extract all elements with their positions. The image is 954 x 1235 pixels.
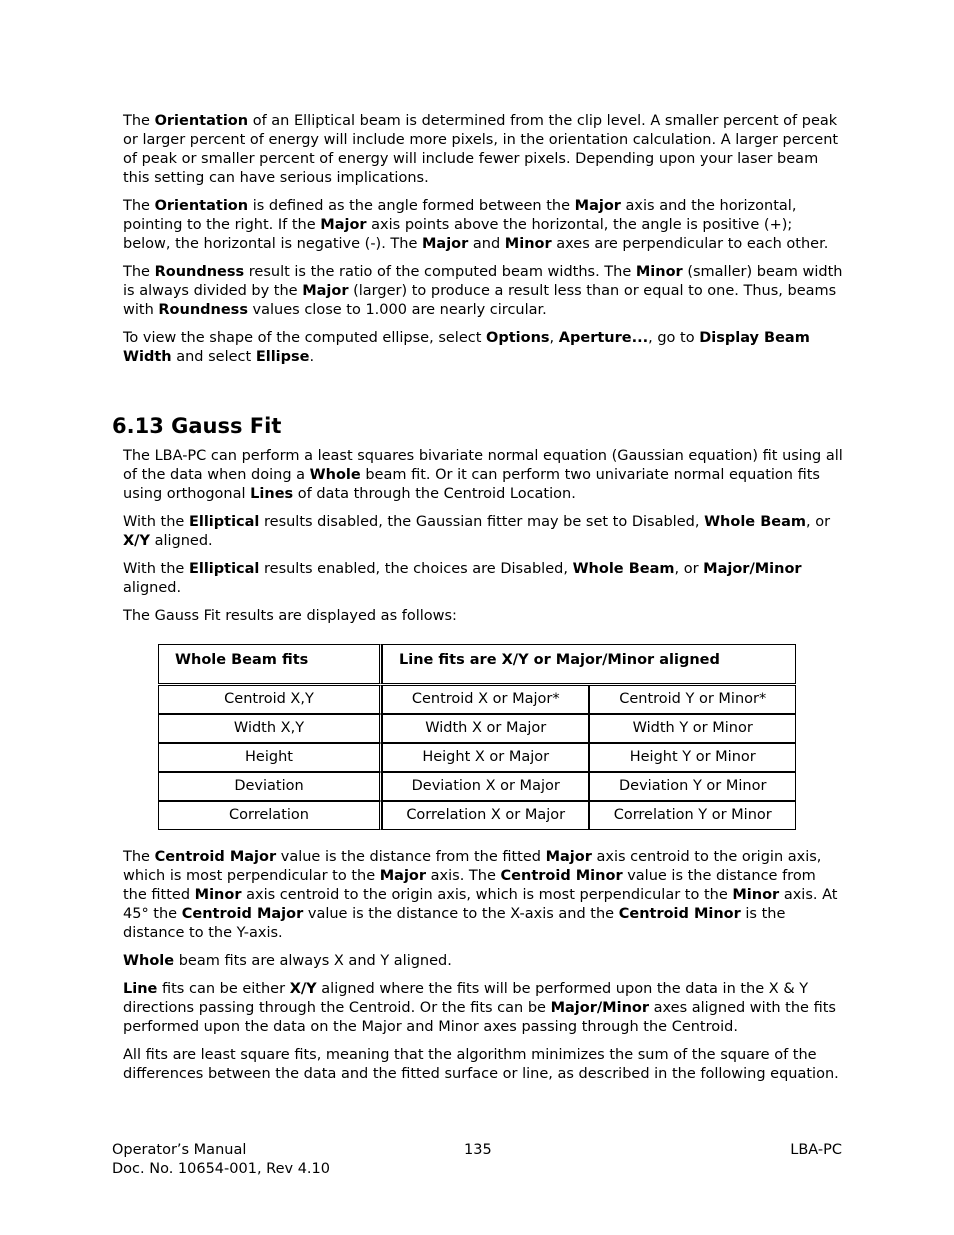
paragraph: With the Elliptical results enabled, the choices are Disabled, Whole Beam, or Major/Minor aligned. (123, 561, 802, 596)
bold-term: Minor (194, 887, 242, 903)
bold-term: X/Y (123, 533, 150, 549)
bold-term: Orientation (154, 198, 249, 214)
bottom-paragraphs (123, 848, 843, 1084)
bold-term: Roundness (158, 302, 248, 318)
table-cell: Deviation X or Major (382, 772, 589, 801)
header-whole-beam: Whole Beam fits (158, 644, 382, 684)
paragraph: The Gauss Fit results are displayed as follows: (123, 608, 457, 624)
table-row (158, 772, 796, 801)
bold-term: X/Y (289, 981, 317, 997)
table-row (158, 801, 796, 830)
paragraph: The LBA-PC can perform a least squares bivariate normal equation (Gaussian equation) fit using all of the data when doing a Whole beam fit. Or it can perform two univariate normal equation fits using orthogonal Lines of data through the Centroid Location. (123, 448, 843, 502)
paragraph: With the Elliptical results disabled, the Gaussian fitter may be set to Disabled, Whole Beam, or X/Y aligned. (123, 514, 831, 549)
bold-term: Centroid Minor (500, 868, 623, 884)
table-cell: Correlation Y or Minor (589, 801, 796, 830)
paragraph: The Orientation is defined as the angle formed between the Major axis and the horizontal, pointing to the right. If the Major axis points above the horizontal, the angle is positive (+); below, the horizontal is negative (-). The Major and Minor axes are perpendicular to each other. (123, 198, 829, 252)
paragraph: The Orientation of an Elliptical beam is determined from the clip level. A smaller percent of peak or larger percent of energy will include more pixels, in the orientation calculation. A larger percent of peak or smaller percent of energy will include fewer pixels. Depending upon your laser beam this setting can have serious implications. (123, 113, 839, 186)
table-cell: Centroid X or Major* (382, 685, 589, 714)
bold-term: Roundness (154, 264, 245, 280)
table-cell: Height Y or Minor (589, 743, 796, 772)
page-number: 135 (464, 1142, 492, 1158)
table-cell: Width X,Y (158, 714, 382, 743)
bold-term: Display Beam Width (123, 330, 810, 365)
bold-term: Elliptical (188, 561, 260, 577)
table-cell: Centroid Y or Minor* (589, 685, 796, 714)
table-cell: Width X or Major (382, 714, 589, 743)
table-cell: Height X or Major (382, 743, 589, 772)
bold-term: Whole (123, 953, 175, 969)
page-content (112, 112, 843, 1093)
footer-product-name: LBA-PC (790, 1142, 842, 1158)
paragraph: The Centroid Major value is the distance from the fitted Major axis centroid to the origin axis, which is most perpendicular to the Major axis. The Centroid Minor value is the distance from the fitted Minor axis centroid to the origin axis, which is most perpendicular to the Minor axis. At 45° the Centroid Major value is the distance to the X-axis and the Centroid Minor is the distance to the Y-axis. (123, 849, 838, 941)
middle-paragraphs (123, 447, 843, 626)
bold-term: Centroid Minor (618, 906, 741, 922)
footer-manual-title: Operator’s Manual (112, 1142, 247, 1158)
table-cell: Height (158, 743, 382, 772)
table-cell: Correlation X or Major (382, 801, 589, 830)
bold-term: Whole (309, 467, 361, 483)
gauss-fit-table (158, 644, 796, 830)
paragraph: The Roundness result is the ratio of the computed beam widths. The Minor (smaller) beam width is always divided by the Major (larger) to produce a result less than or equal to one. Thus, beams with Roundness values close to 1.000 are nearly circular. (123, 264, 843, 318)
footer-left (112, 1141, 330, 1179)
table-cell: Deviation Y or Minor (589, 772, 796, 801)
paragraph: Whole beam fits are always X and Y aligned. (123, 953, 452, 969)
bold-term: Major (302, 283, 349, 299)
bold-term: Minor (732, 887, 780, 903)
paragraph: Line fits can be either X/Y aligned where the fits will be performed upon the data in the X & Y directions passing through the Centroid. Or the fits can be Major/Minor axes aligned with the fits performed upon the data on the Major and Minor axes passing through the Centroid. (123, 981, 836, 1035)
bold-term: Major/Minor (550, 1000, 650, 1016)
table-cell: Deviation (158, 772, 382, 801)
table-cell: Centroid X,Y (158, 685, 382, 714)
footer-doc-number: Doc. No. 10654-001, Rev 4.10 (112, 1161, 330, 1177)
bold-term: Minor (635, 264, 683, 280)
bold-term: Major (320, 217, 367, 233)
bold-term: Whole Beam (704, 514, 806, 530)
bold-term: Lines (250, 486, 294, 502)
bold-term: Aperture... (558, 330, 649, 346)
section-heading: 6.13 Gauss Fit (112, 414, 282, 438)
bold-term: Options (486, 330, 550, 346)
bold-term: Ellipse (255, 349, 310, 365)
table-row (158, 714, 796, 743)
bold-term: Major (574, 198, 621, 214)
table-row (158, 685, 796, 714)
bold-term: Major (379, 868, 427, 884)
bold-term: Orientation (154, 113, 249, 129)
bold-term: Centroid Major (154, 849, 277, 865)
table-cell: Correlation (158, 801, 382, 830)
table-header-row (158, 644, 796, 684)
bold-term: Whole Beam (572, 561, 675, 577)
bold-term: Centroid Major (181, 906, 304, 922)
paragraph: To view the shape of the computed ellipse, select Options, Aperture..., go to Display Beam Width and select Ellipse. (123, 330, 810, 365)
header-line-fits: Line fits are X/Y or Major/Minor aligned (382, 644, 796, 684)
bold-term: Elliptical (188, 514, 260, 530)
bold-term: Major (422, 236, 469, 252)
bold-term: Major/Minor (703, 561, 802, 577)
top-paragraphs (123, 112, 843, 367)
paragraph: All fits are least square fits, meaning that the algorithm minimizes the sum of the square of the differences between the data and the fitted surface or line, as described in the following equation. (123, 1047, 839, 1082)
table-cell: Width Y or Minor (589, 714, 796, 743)
bold-term: Minor (504, 236, 552, 252)
table-row (158, 743, 796, 772)
bold-term: Line (123, 981, 158, 997)
bold-term: Major (545, 849, 592, 865)
